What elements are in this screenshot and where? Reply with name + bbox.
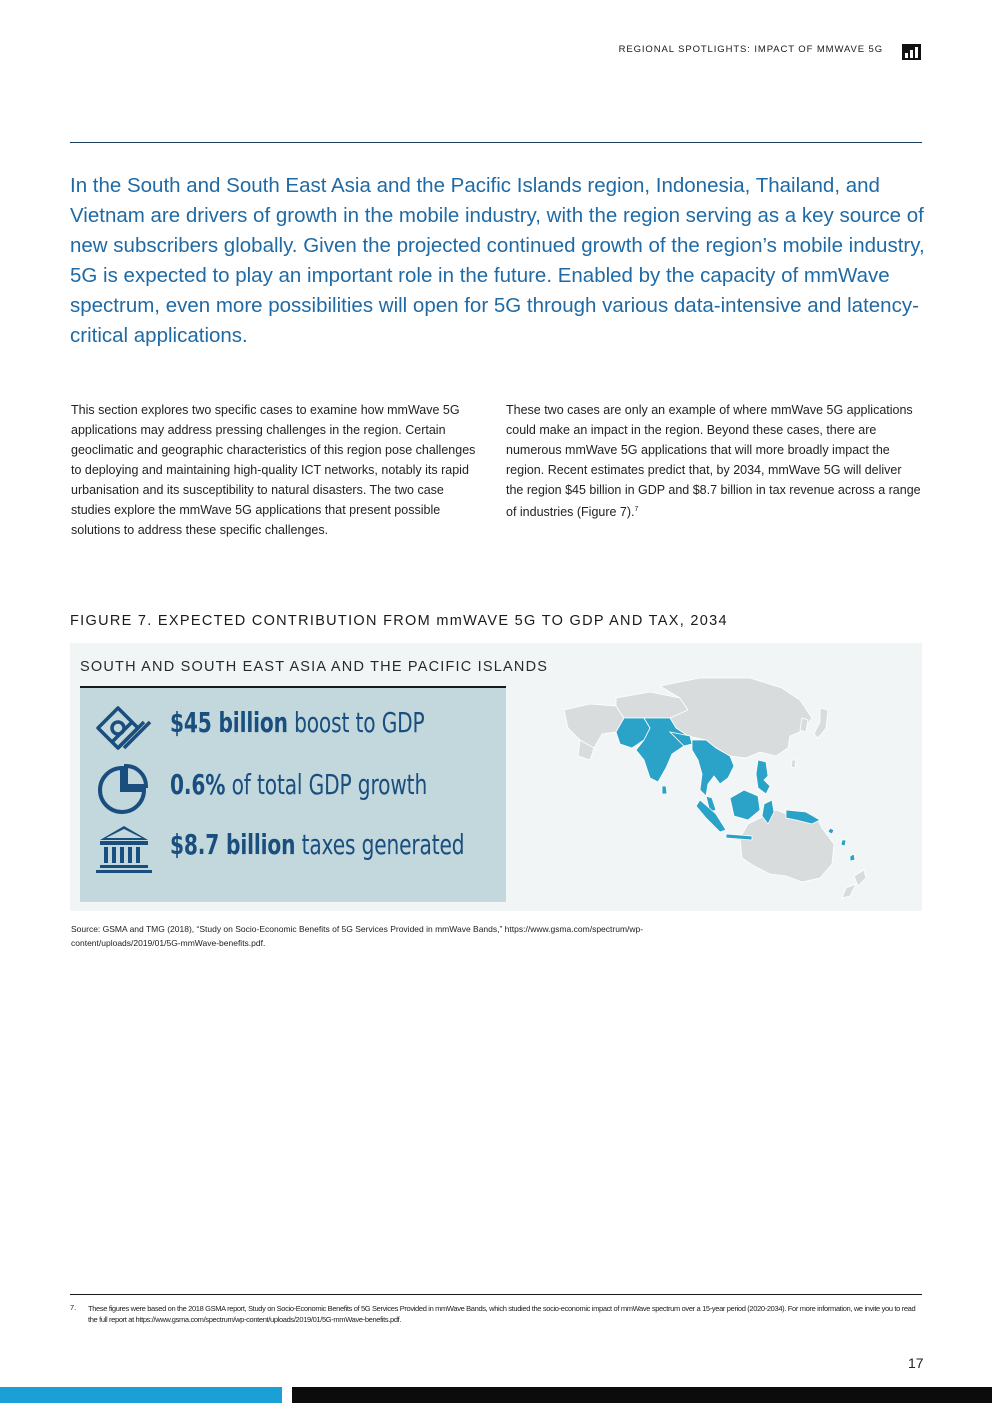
region-map bbox=[520, 648, 920, 908]
government-building-icon bbox=[92, 824, 156, 874]
footnote-rule bbox=[70, 1294, 922, 1295]
figure-subtitle: SOUTH AND SOUTH EAST ASIA AND THE PACIFIC ISLANDS bbox=[80, 659, 549, 675]
stats-panel bbox=[80, 686, 506, 902]
money-icon bbox=[92, 702, 156, 752]
figure-title: FIGURE 7. EXPECTED CONTRIBUTION FROM mmWAVE 5G TO GDP AND TAX, 2034 bbox=[70, 613, 728, 629]
footnote-text: These figures were based on the 2018 GSMA report, Study on Socio-Economic Benefits of 5G Services Provided in mmWave Bands, which studied the socio-economic impact of mmWave spectrum over a 15-year period (2020-2034). For more information, we invite you to read the full report at https://www.gsma.com/spectrum/wp-content/uploads/2019/01/5G-mmWave-benefits.pdf. bbox=[88, 1304, 916, 1324]
bar-chart-icon bbox=[902, 44, 921, 60]
body-left-column: This section explores two specific cases to examine how mmWave 5G applications may address pressing challenges in the region. Certain geoclimatic and geographic characteristics of this region pose challenges to deploying and maintaining high-quality ICT networks, notably its rapid urbanisation and its susceptibility to natural disasters. The two case studies explore the mmWave 5G applications that present possible solutions to address these specific challenges. bbox=[71, 403, 476, 537]
stat-taxes-text: $8.7 billion taxes generated bbox=[170, 828, 465, 861]
stat-taxes bbox=[80, 824, 506, 874]
body-right-column bbox=[506, 400, 922, 522]
footer-bar-accent bbox=[0, 1387, 282, 1403]
stat-gdp-boost-text: $45 billion boost to GDP bbox=[170, 706, 425, 739]
footer-bar-dark bbox=[292, 1387, 992, 1403]
pie-chart-icon bbox=[92, 764, 156, 814]
section-header: REGIONAL SPOTLIGHTS: IMPACT OF MMWAVE 5G bbox=[618, 44, 883, 55]
intro-paragraph: In the South and South East Asia and the Pacific Islands region, Indonesia, Thailand, and Vietnam are drivers of growth in the mobile industry, with the region serving as a key source of new subscribers globally. Given the projected continued growth of the region’s mobile industry, 5G is expected to play an important role in the future. Enabled by the capacity of mmWave spectrum, even more possibilities will open for 5G through various data-intensive and latency-critical applications. bbox=[70, 174, 925, 347]
footnote-ref[interactable]: 7 bbox=[634, 506, 639, 513]
header-rule bbox=[70, 142, 922, 143]
stat-gdp-boost bbox=[80, 702, 506, 752]
stat-gdp-growth-text: 0.6% of total GDP growth bbox=[170, 768, 428, 801]
page-number: 17 bbox=[908, 1355, 924, 1371]
body-right-text: These two cases are only an example of where mmWave 5G applications could make an impact in the region. Beyond these cases, there are numerous mmWave 5G applications that will more broadly impact the region. Recent estimates predict that, by 2034, mmWave 5G will deliver the region $45 billion in GDP and $8.7 billion in tax revenue across a range of industries (Figure 7). bbox=[506, 403, 921, 520]
figure-source: Source: GSMA and TMG (2018), “Study on Socio-Economic Benefits of 5G Services Provided in mmWave Bands,” https://www.gsma.com/spectrum/wp-content/uploads/2019/01/5G-mmWave-benefits.pdf. bbox=[71, 924, 644, 948]
stat-gdp-growth bbox=[80, 764, 506, 814]
footnote-number: 7. bbox=[70, 1303, 77, 1312]
